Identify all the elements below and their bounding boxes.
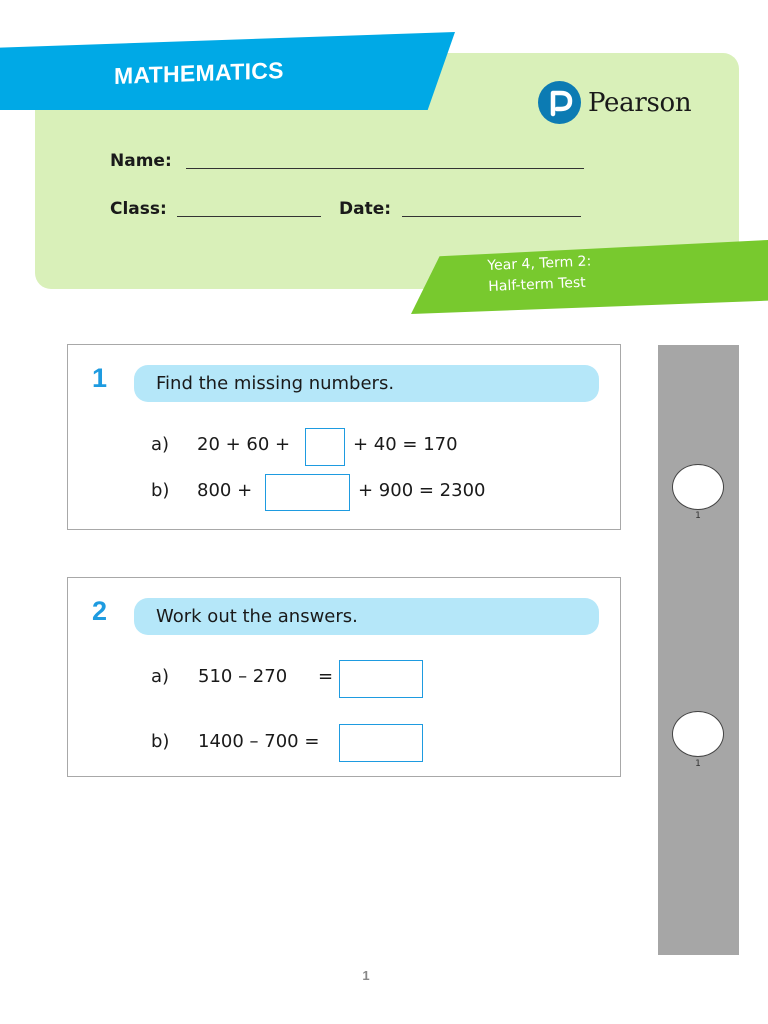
answer-box-1b[interactable] bbox=[265, 474, 350, 511]
term-line-2: Half-term Test bbox=[488, 274, 587, 295]
answer-box-2a[interactable] bbox=[339, 660, 423, 698]
question-part-a bbox=[151, 666, 169, 687]
question-number: 1 bbox=[92, 363, 108, 393]
question-part-b bbox=[151, 480, 169, 501]
name-label: Name: bbox=[110, 151, 172, 171]
expression-before: 800 + bbox=[197, 480, 253, 501]
subject-title: MATHEMATICS bbox=[114, 57, 284, 89]
marks-column bbox=[658, 345, 739, 955]
question-part-b bbox=[151, 731, 169, 752]
expression-after: + 40 = 170 bbox=[353, 434, 458, 455]
question-part-a bbox=[151, 434, 169, 455]
mark-total-2: 1 bbox=[695, 759, 701, 769]
mark-circle-2[interactable] bbox=[672, 711, 724, 757]
question-instruction bbox=[134, 598, 599, 635]
expression: 1400 – 700 = bbox=[198, 731, 320, 752]
publisher-logo bbox=[538, 81, 691, 124]
name-field[interactable] bbox=[186, 168, 584, 169]
mark-total-1: 1 bbox=[695, 511, 701, 521]
date-field[interactable] bbox=[402, 216, 581, 217]
term-label bbox=[487, 251, 593, 297]
part-label: a) bbox=[151, 434, 170, 455]
answer-box-1a[interactable] bbox=[305, 428, 345, 466]
instruction-text: Find the missing numbers. bbox=[156, 373, 395, 394]
part-label: b) bbox=[151, 480, 170, 501]
question-instruction bbox=[134, 365, 599, 402]
question-number: 2 bbox=[92, 596, 108, 626]
part-label: a) bbox=[151, 666, 170, 687]
class-label: Class: bbox=[110, 199, 167, 219]
answer-box-2b[interactable] bbox=[339, 724, 423, 762]
publisher-name: Pearson bbox=[588, 87, 692, 118]
class-field[interactable] bbox=[177, 216, 321, 217]
mark-circle-1[interactable] bbox=[672, 464, 724, 510]
expression: 510 – 270 bbox=[198, 666, 288, 687]
expression-before: 20 + 60 + bbox=[197, 434, 291, 455]
date-label: Date: bbox=[339, 199, 392, 219]
question-2 bbox=[67, 577, 621, 777]
term-line-1: Year 4, Term 2: bbox=[487, 253, 592, 274]
part-label: b) bbox=[151, 731, 170, 752]
pearson-p-logo-icon bbox=[538, 81, 581, 124]
equals-sign: = bbox=[318, 666, 334, 687]
instruction-text: Work out the answers. bbox=[156, 606, 358, 627]
question-1 bbox=[67, 344, 621, 530]
expression-after: + 900 = 2300 bbox=[358, 480, 486, 501]
page-number: 1 bbox=[362, 968, 370, 983]
